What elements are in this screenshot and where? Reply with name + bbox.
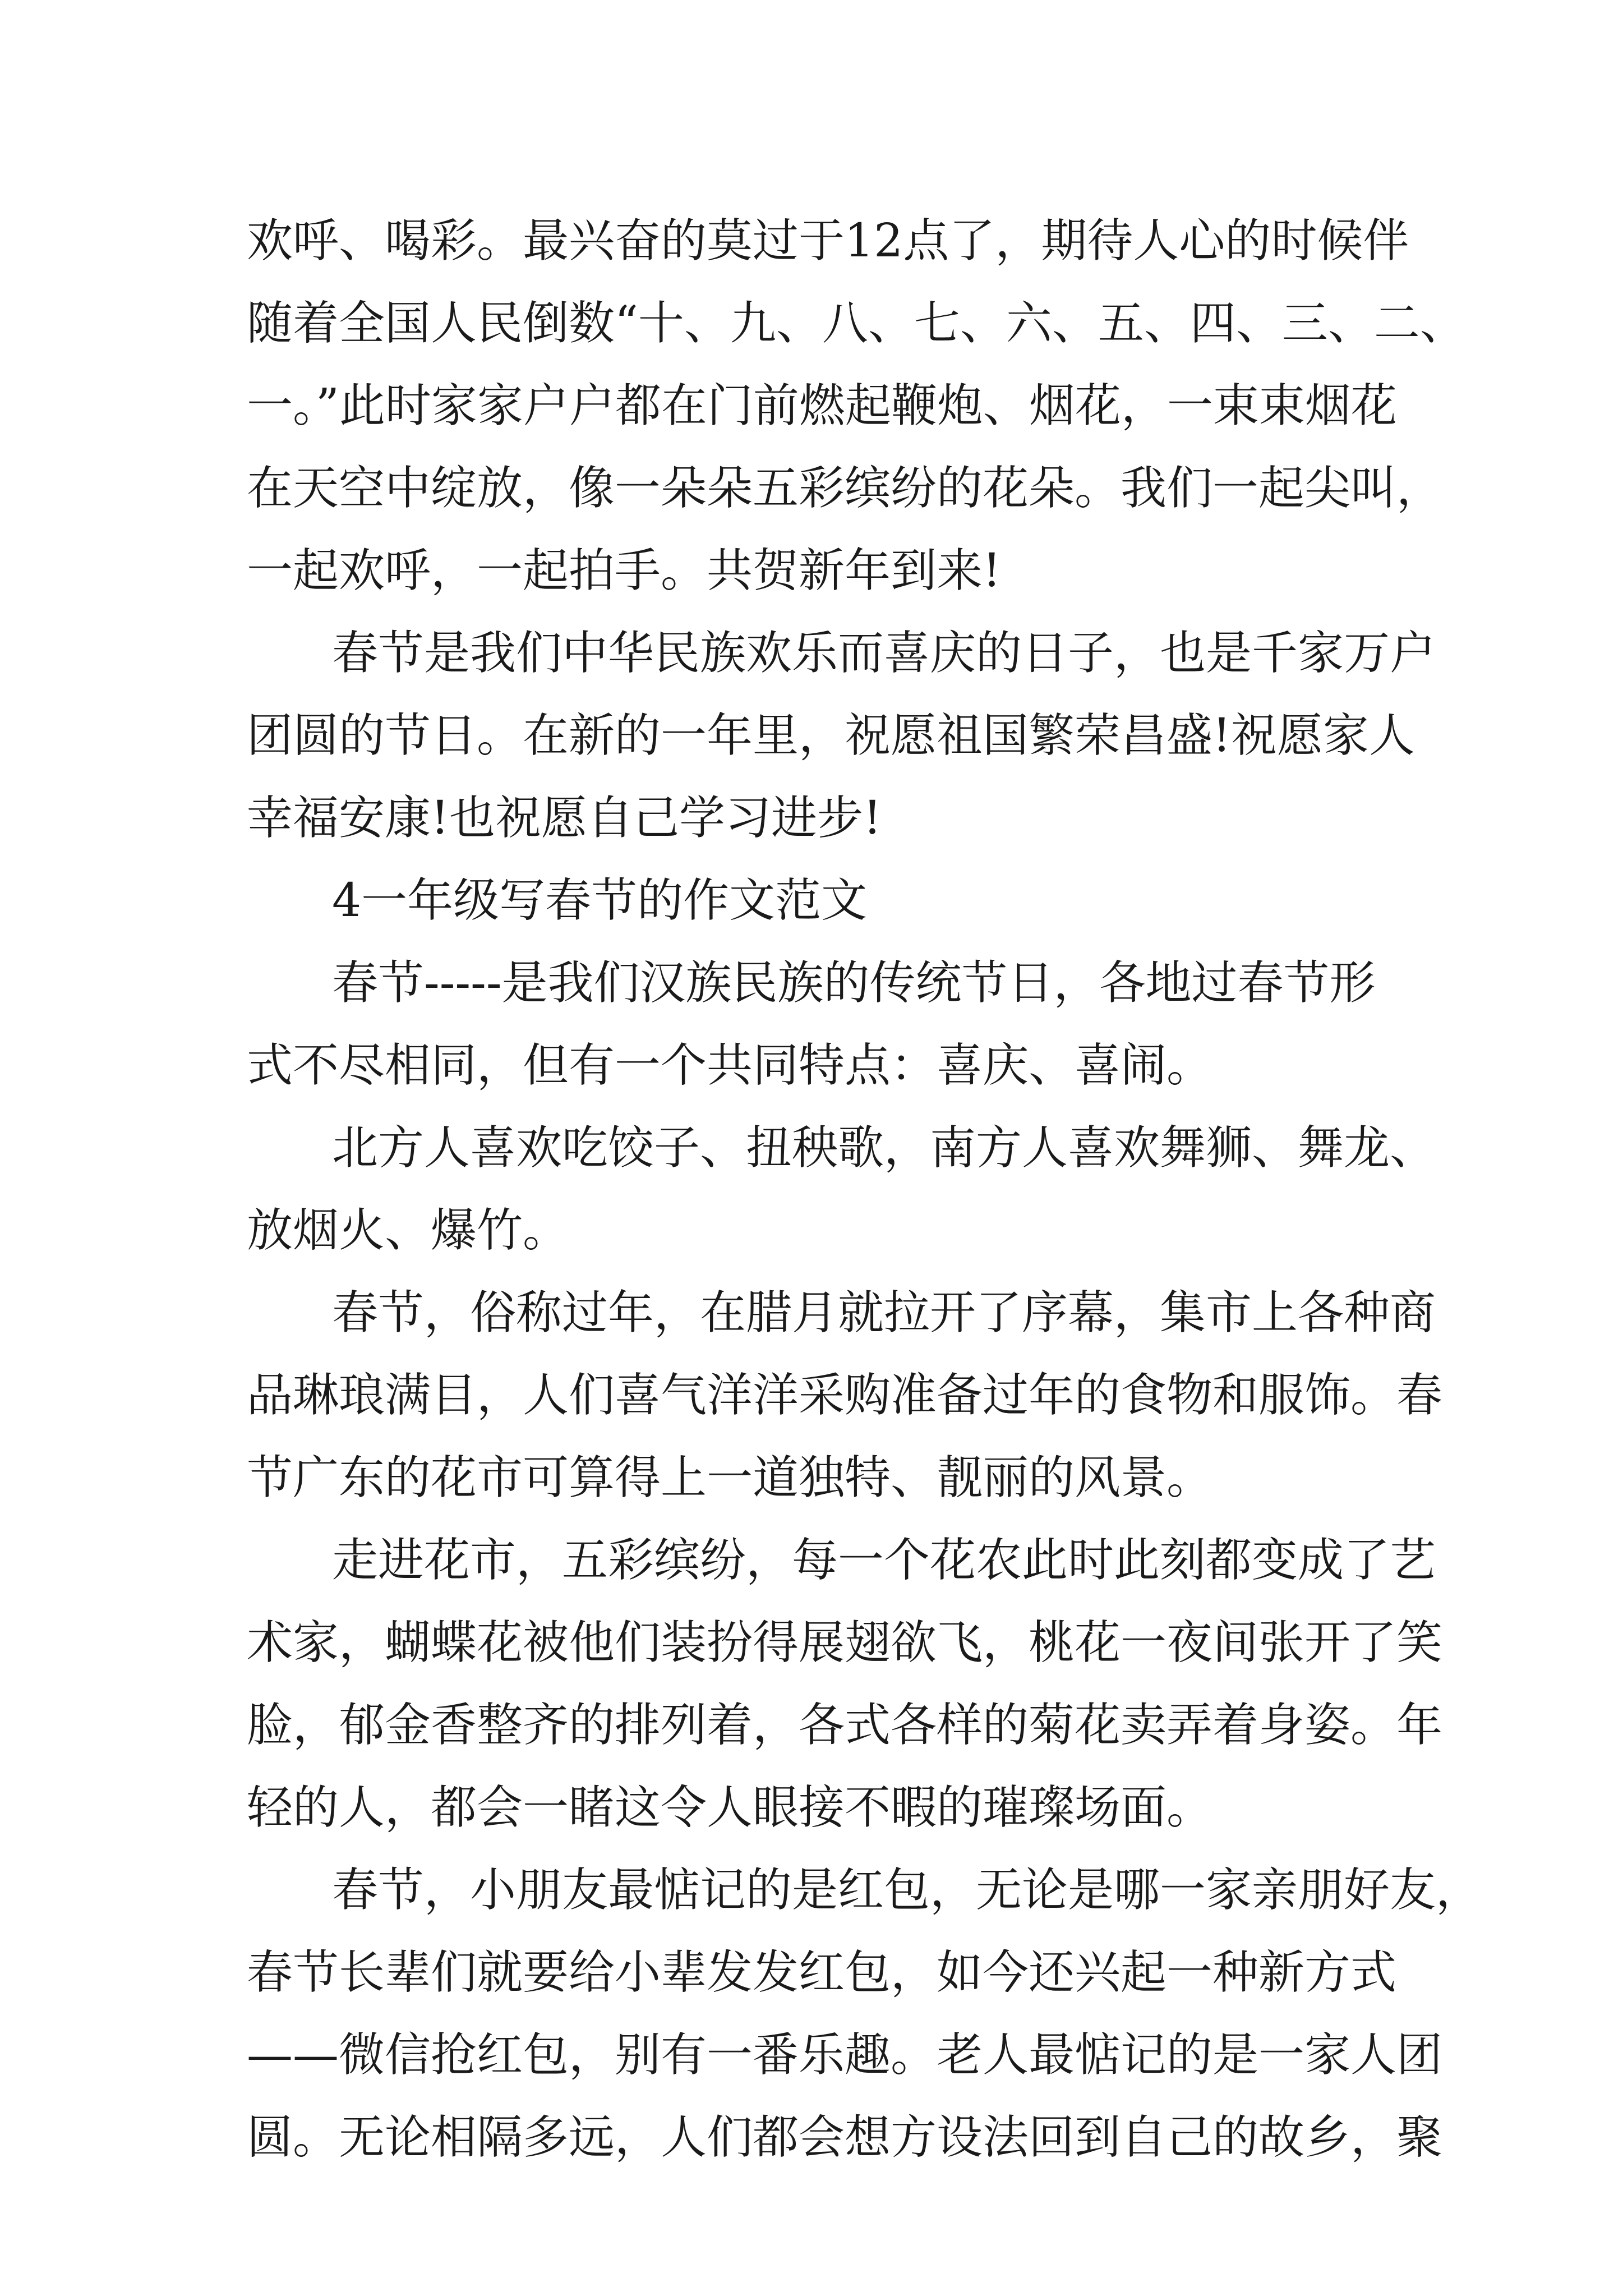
text-line: 放烟火、爆竹。 xyxy=(247,1204,569,1257)
paragraph-first-line: 春节，小朋友最惦记的是红包，无论是哪一家亲朋好友， xyxy=(332,1864,1482,1917)
text-line: 脸，郁金香整齐的排列着，各式各样的菊花卖弄着身姿。年 xyxy=(247,1699,1443,1752)
paragraph-first-line: 北方人喜欢吃饺子、扭秧歌，南方人喜欢舞狮、舞龙、 xyxy=(332,1121,1436,1175)
text-line: 节广东的花市可算得上一道独特、靓丽的风景。 xyxy=(247,1451,1213,1504)
text-line: 品琳琅满目，人们喜气洋洋采购准备过年的食物和服饰。春 xyxy=(247,1369,1443,1422)
paragraph-first-line: 春节-----是我们汉族民族的传统节日，各地过春节形 xyxy=(332,956,1376,1010)
text-line: 欢呼、喝彩。最兴奋的莫过于12点了，期待人心的时候伴 xyxy=(247,214,1409,268)
text-line: 一起欢呼，一起拍手。共贺新年到来! xyxy=(247,544,1001,597)
text-line: 圆。无论相隔多远，人们都会想方设法回到自己的故乡，聚 xyxy=(247,2111,1443,2164)
text-line: ——微信抢红包，别有一番乐趣。老人最惦记的是一家人团 xyxy=(247,2028,1443,2082)
text-line: 术家，蝴蝶花被他们装扮得展翅欲飞，桃花一夜间张开了笑 xyxy=(247,1616,1443,1669)
paragraph-first-line: 春节，俗称过年，在腊月就拉开了序幕，集市上各种商 xyxy=(332,1286,1436,1340)
text-line: 团圆的节日。在新的一年里，祝愿祖国繁荣昌盛!祝愿家人 xyxy=(247,709,1415,762)
text-line: 春节长辈们就要给小辈发发红包，如今还兴起一种新方式 xyxy=(247,1946,1397,1999)
section-heading: 4一年级写春节的作文范文 xyxy=(332,874,868,927)
paragraph-first-line: 走进花市，五彩缤纷，每一个花农此时此刻都变成了艺 xyxy=(332,1534,1436,1587)
text-line: 随着全国人民倒数“十、九、八、七、六、五、四、三、二、 xyxy=(247,297,1466,350)
text-line: 幸福安康!也祝愿自己学习进步! xyxy=(247,792,882,845)
text-line: 轻的人，都会一睹这令人眼接不暇的璀璨场面。 xyxy=(247,1781,1213,1834)
text-line: 式不尽相同，但有一个共同特点：喜庆、喜闹。 xyxy=(247,1039,1213,1092)
text-line: 在天空中绽放，像一朵朵五彩缤纷的花朵。我们一起尖叫， xyxy=(247,462,1443,515)
paragraph-first-line: 春节是我们中华民族欢乐而喜庆的日子，也是千家万户 xyxy=(332,627,1436,680)
text-line: 一。”此时家家户户都在门前燃起鞭炮、烟花，一束束烟花 xyxy=(247,379,1397,432)
